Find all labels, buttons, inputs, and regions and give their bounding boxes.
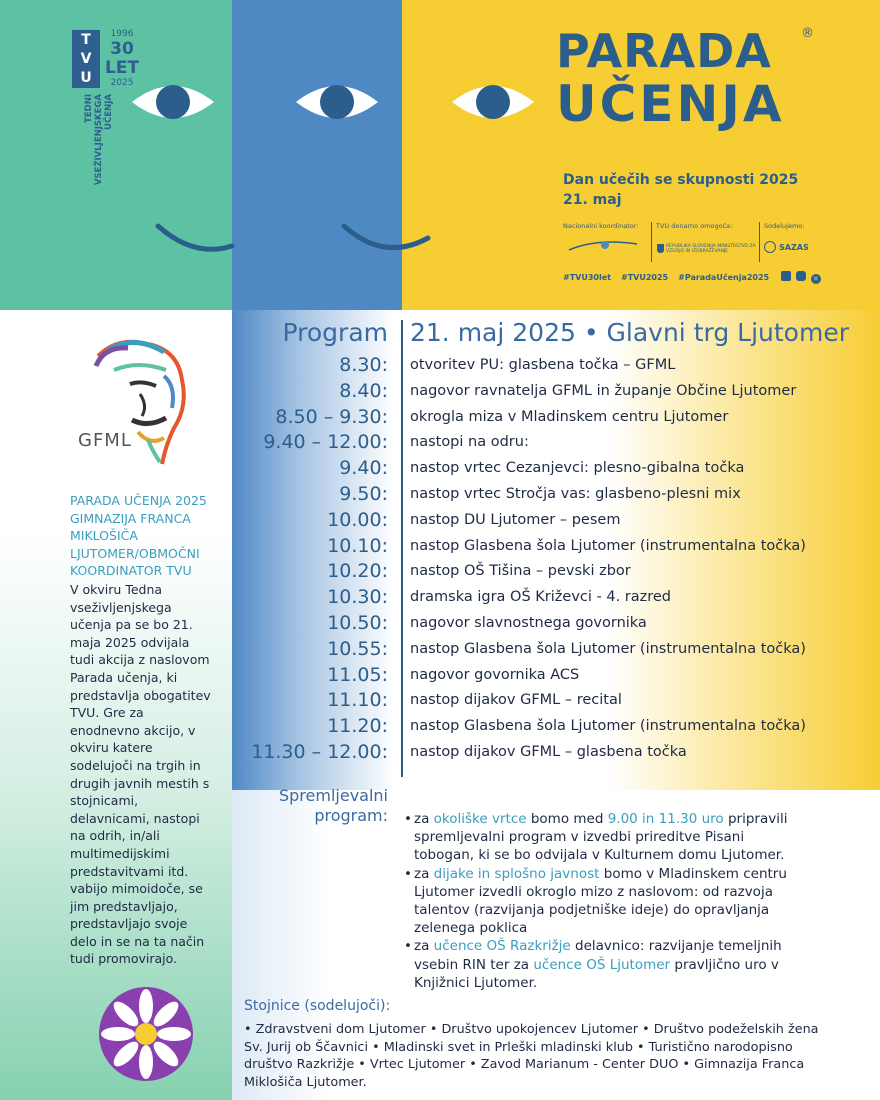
cooperation-partner bbox=[759, 222, 813, 262]
schedule-time: 11.30 – 12.00: bbox=[251, 740, 388, 763]
schedule-desc: nastopi na odru: bbox=[410, 434, 529, 451]
instagram-icon[interactable] bbox=[796, 271, 806, 281]
subtitle-line-2: 21. maj bbox=[563, 192, 622, 208]
schedule-time: 8.50 – 9.30: bbox=[275, 405, 388, 428]
schedule-desc: nastop OŠ Tišina – pevski zbor bbox=[410, 563, 631, 580]
schedule-row bbox=[232, 429, 880, 455]
x-icon[interactable]: ✕ bbox=[811, 274, 821, 284]
schedule-desc: nastop Glasbena šola Ljutomer (instrumentalna točka) bbox=[410, 537, 806, 554]
schedule-time: 9.50: bbox=[339, 482, 388, 505]
schedule-row bbox=[232, 610, 880, 636]
schedule-row bbox=[232, 352, 880, 378]
schedule-time: 10.50: bbox=[327, 611, 388, 634]
schedule-row bbox=[232, 584, 880, 610]
schedule-row bbox=[232, 713, 880, 739]
schedule-time: 8.40: bbox=[339, 379, 388, 402]
header-banner bbox=[0, 0, 880, 310]
schedule-time: 10.55: bbox=[327, 637, 388, 660]
accompanying-label: Spremljevalni program: bbox=[278, 786, 388, 825]
right-eye-icon bbox=[452, 85, 534, 119]
list-item: • za učence OŠ Razkrižje delavnico: razvijanje temeljnih vsebin RIN ter za učence OŠ Ljutomer pravljično uro v Knjižnici Ljutomer. bbox=[404, 938, 782, 991]
schedule-row bbox=[232, 507, 880, 533]
facebook-icon[interactable] bbox=[781, 271, 791, 281]
schedule-time: 9.40 – 12.00: bbox=[263, 431, 388, 454]
hashtag[interactable]: #ParadaUčenja2025 bbox=[678, 273, 770, 282]
program-schedule bbox=[232, 352, 880, 765]
schedule-desc: nastop dijakov GFML – recital bbox=[410, 692, 622, 709]
stands-list: • Zdravstveni dom Ljutomer • Društvo upokojencev Ljutomer • Društvo podeželskih žena Sv. Jurij ob Ščavnici • Mladinski svet in Prleški mladinski klub • Turistično narodopisno društvo Razkrižje • Vrtec Ljutomer • Zavod Marianum - Center DUO • Gimnazija Franca Miklošiča Ljutomer. bbox=[244, 1022, 819, 1090]
schedule-desc: nagovor ravnatelja GFML in županje Občine Ljutomer bbox=[410, 382, 797, 399]
schedule-desc: nastop DU Ljutomer – pesem bbox=[410, 511, 621, 528]
stands-title: Stojnice (sodelujoči): bbox=[244, 998, 391, 1014]
cooperation-label: Sodelujemo: bbox=[764, 222, 805, 230]
acs-logo-icon bbox=[567, 236, 647, 256]
schedule-row bbox=[232, 636, 880, 662]
schedule-time: 9.40: bbox=[339, 457, 388, 480]
schedule-desc: nastop vrtec Cezanjevci: plesno-gibalna točka bbox=[410, 460, 745, 477]
center-eye-icon bbox=[296, 85, 378, 119]
schedule-row bbox=[232, 533, 880, 559]
tvu-big-word: LET bbox=[104, 58, 140, 78]
tvu-years bbox=[104, 30, 140, 88]
schedule-row bbox=[232, 455, 880, 481]
schedule-row bbox=[232, 558, 880, 584]
schedule-row bbox=[232, 662, 880, 688]
ministry-crest-icon bbox=[657, 244, 664, 253]
schedule-time: 10.10: bbox=[327, 534, 388, 557]
schedule-row bbox=[232, 687, 880, 713]
program-header: 21. maj 2025 • Glavni trg Ljutomer bbox=[410, 318, 849, 347]
tvu-letters: T V U bbox=[72, 30, 100, 88]
national-coordinator bbox=[563, 222, 649, 262]
schedule-time: 10.30: bbox=[327, 586, 388, 609]
hashtag[interactable]: #TVU30let bbox=[563, 273, 611, 282]
left-heading: PARADA UČENJA 2025 GIMNAZIJA FRANCA MIKLOŠIČA LJUTOMER/OBMOČNI KOORDINATOR TVU bbox=[70, 493, 207, 578]
schedule-row bbox=[232, 378, 880, 404]
sazas-logo: SAZAS bbox=[764, 241, 809, 253]
event-subtitle bbox=[563, 170, 798, 210]
schedule-desc: nagovor govornika ACS bbox=[410, 666, 580, 683]
schedule-desc: nastop Glasbena šola Ljutomer (instrumentalna točka) bbox=[410, 640, 806, 657]
schedule-row bbox=[232, 404, 880, 430]
program-label: Program bbox=[282, 318, 388, 347]
schedule-time: 11.05: bbox=[327, 663, 388, 686]
hashtag-bar bbox=[563, 271, 821, 284]
schedule-time: 8.30: bbox=[339, 354, 388, 376]
right-smile-icon bbox=[344, 226, 428, 248]
daisy-flower-icon bbox=[96, 984, 196, 1084]
schedule-row bbox=[232, 739, 880, 765]
title-line-1: PARADA bbox=[556, 24, 772, 78]
left-eye-icon bbox=[132, 85, 214, 119]
schedule-row bbox=[232, 481, 880, 507]
funding-label: TVU denarno omogoča: bbox=[656, 222, 733, 230]
tvu-year-start: 1996 bbox=[110, 29, 134, 39]
schedule-time: 11.20: bbox=[327, 715, 388, 738]
list-item: • za okoliške vrtce bomo med 9.00 in 11.30 uro pripravili spremljevalni program v izvedbi prireditve Pisani tobogan, ki se bo odvijala v Kulturnem domu Ljutomer. bbox=[404, 811, 788, 864]
hashtag[interactable]: #TVU2025 bbox=[620, 273, 669, 282]
title-line-2: UČENJA bbox=[556, 75, 785, 133]
schedule-desc: nastop vrtec Stročja vas: glasbeno-plesni mix bbox=[410, 485, 741, 502]
list-item: • za dijake in splošno javnost bomo v Mladinskem centru Ljutomer izvedli okroglo mizo z naslovom: od razvoja talentov (razvijanja podjetniške ideje) do opravljanja zelenega poklica bbox=[404, 865, 787, 937]
national-coordinator-label: Nacionalni koordinator: bbox=[563, 222, 639, 230]
schedule-time: 10.20: bbox=[327, 560, 388, 583]
page-title bbox=[556, 24, 815, 133]
left-body-text: V okviru Tedna vseživljenjskega učenja pa se bo 21. maja 2025 odvijala tudi akcija z naslovom Parada učenja, ki predstavlja obogatitev TVU. Gre za enodnevno akcijo, v okviru katere sodelujoči na trgih in drugih javnih mestih s stojnicami, delavnicami, nastopi na odrih, in/ali multimedijskimi predstavitvami itd. vabijo mimoidoče, se jim predstavljajo, predstavljajo svoje delo in se na ta način tudi promovirajo. bbox=[70, 582, 211, 967]
accompanying-list bbox=[404, 810, 804, 992]
schedule-time: 10.00: bbox=[327, 508, 388, 531]
partner-logos bbox=[563, 222, 813, 262]
tvu-vertical-text: TEDNI VSEŽIVLJENJSKEGA UČENJA bbox=[84, 94, 114, 186]
schedule-desc: okrogla miza v Mladinskem centru Ljutomer bbox=[410, 408, 729, 425]
gfml-logo-text: GFML bbox=[78, 430, 132, 451]
tvu-year-end: 2025 bbox=[110, 78, 134, 88]
ministry-name: REPUBLIKA SLOVENIJA MINISTRSTVO ZA VZGOJO IN IZOBRAŽEVANJE bbox=[666, 244, 756, 254]
left-smile-icon bbox=[158, 226, 232, 249]
schedule-desc: nagovor slavnostnega govornika bbox=[410, 614, 647, 631]
sazas-circle-icon bbox=[764, 241, 776, 253]
registered-mark: ® bbox=[801, 26, 815, 41]
schedule-desc: nastop dijakov GFML – glasbena točka bbox=[410, 743, 687, 760]
tvu-big-number: 30 bbox=[110, 39, 134, 59]
funding-partner bbox=[651, 222, 757, 262]
subtitle-line-1: Dan učečih se skupnosti 2025 bbox=[563, 172, 799, 188]
schedule-desc: otvoritev PU: glasbena točka – GFML bbox=[410, 357, 676, 373]
schedule-desc: nastop Glasbena šola Ljutomer (instrumentalna točka) bbox=[410, 718, 806, 735]
schedule-desc: dramska igra OŠ Križevci - 4. razred bbox=[410, 589, 672, 606]
schedule-time: 11.10: bbox=[327, 689, 388, 712]
